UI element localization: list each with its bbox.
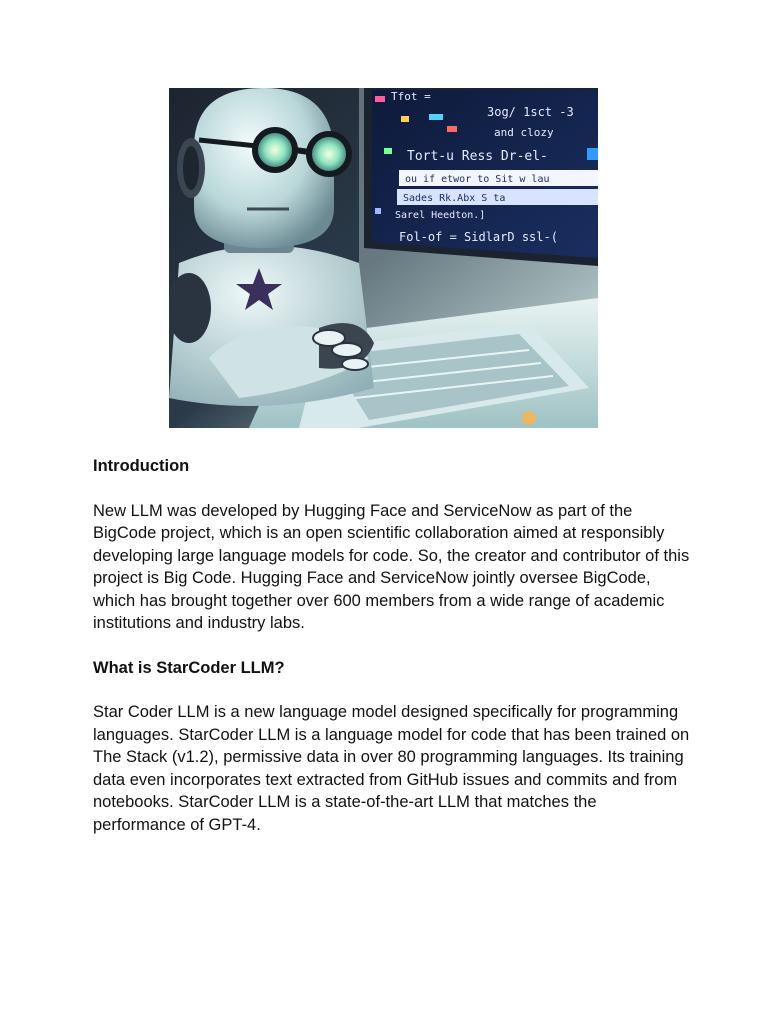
robot-coder-illustration xyxy=(169,88,598,428)
article-body xyxy=(93,455,693,836)
code-line: Sarel Heedton.] xyxy=(395,210,486,221)
code-line: Fol-of = SidlarD ssl-( xyxy=(399,230,558,244)
code-line: Sades Rk.Abx S ta xyxy=(403,193,506,204)
section-introduction xyxy=(93,455,693,635)
section-paragraph: New LLM was developed by Hugging Face and ServiceNow as part of the BigCode project, which is an open scientific collaboration aimed at responsibly developing large language models for code. So, the creator and contributor of this project is Big Code. Hugging Face and ServiceNow jointly oversee BigCode, which has brought together over 600 members from a wide range of academic institutions and industry labs. xyxy=(93,501,690,632)
monitor-screen xyxy=(364,88,598,266)
code-line: Tfot = xyxy=(391,90,431,103)
code-line: Tort-u Ress Dr-el- xyxy=(407,149,548,164)
code-line: and clozy xyxy=(494,126,554,139)
section-heading: Introduction xyxy=(93,457,190,475)
code-line: 3og/ 1sct -3 xyxy=(487,105,574,119)
code-line: ou if etwor to Sit w lau xyxy=(405,174,550,185)
section-what-is-starcoder xyxy=(93,657,693,837)
section-paragraph: Star Coder LLM is a new language model designed specifically for programming languages. StarCoder LLM is a language model for code that has been trained on The Stack (v1.2), permissive data in over 80 programming languages. Its training data even incorporates text extracted from GitHub issues and commits and from notebooks. StarCoder LLM is a state-of-the-art LLM that matches the performance of GPT-4. xyxy=(93,703,690,834)
section-heading: What is StarCoder LLM? xyxy=(93,658,285,677)
